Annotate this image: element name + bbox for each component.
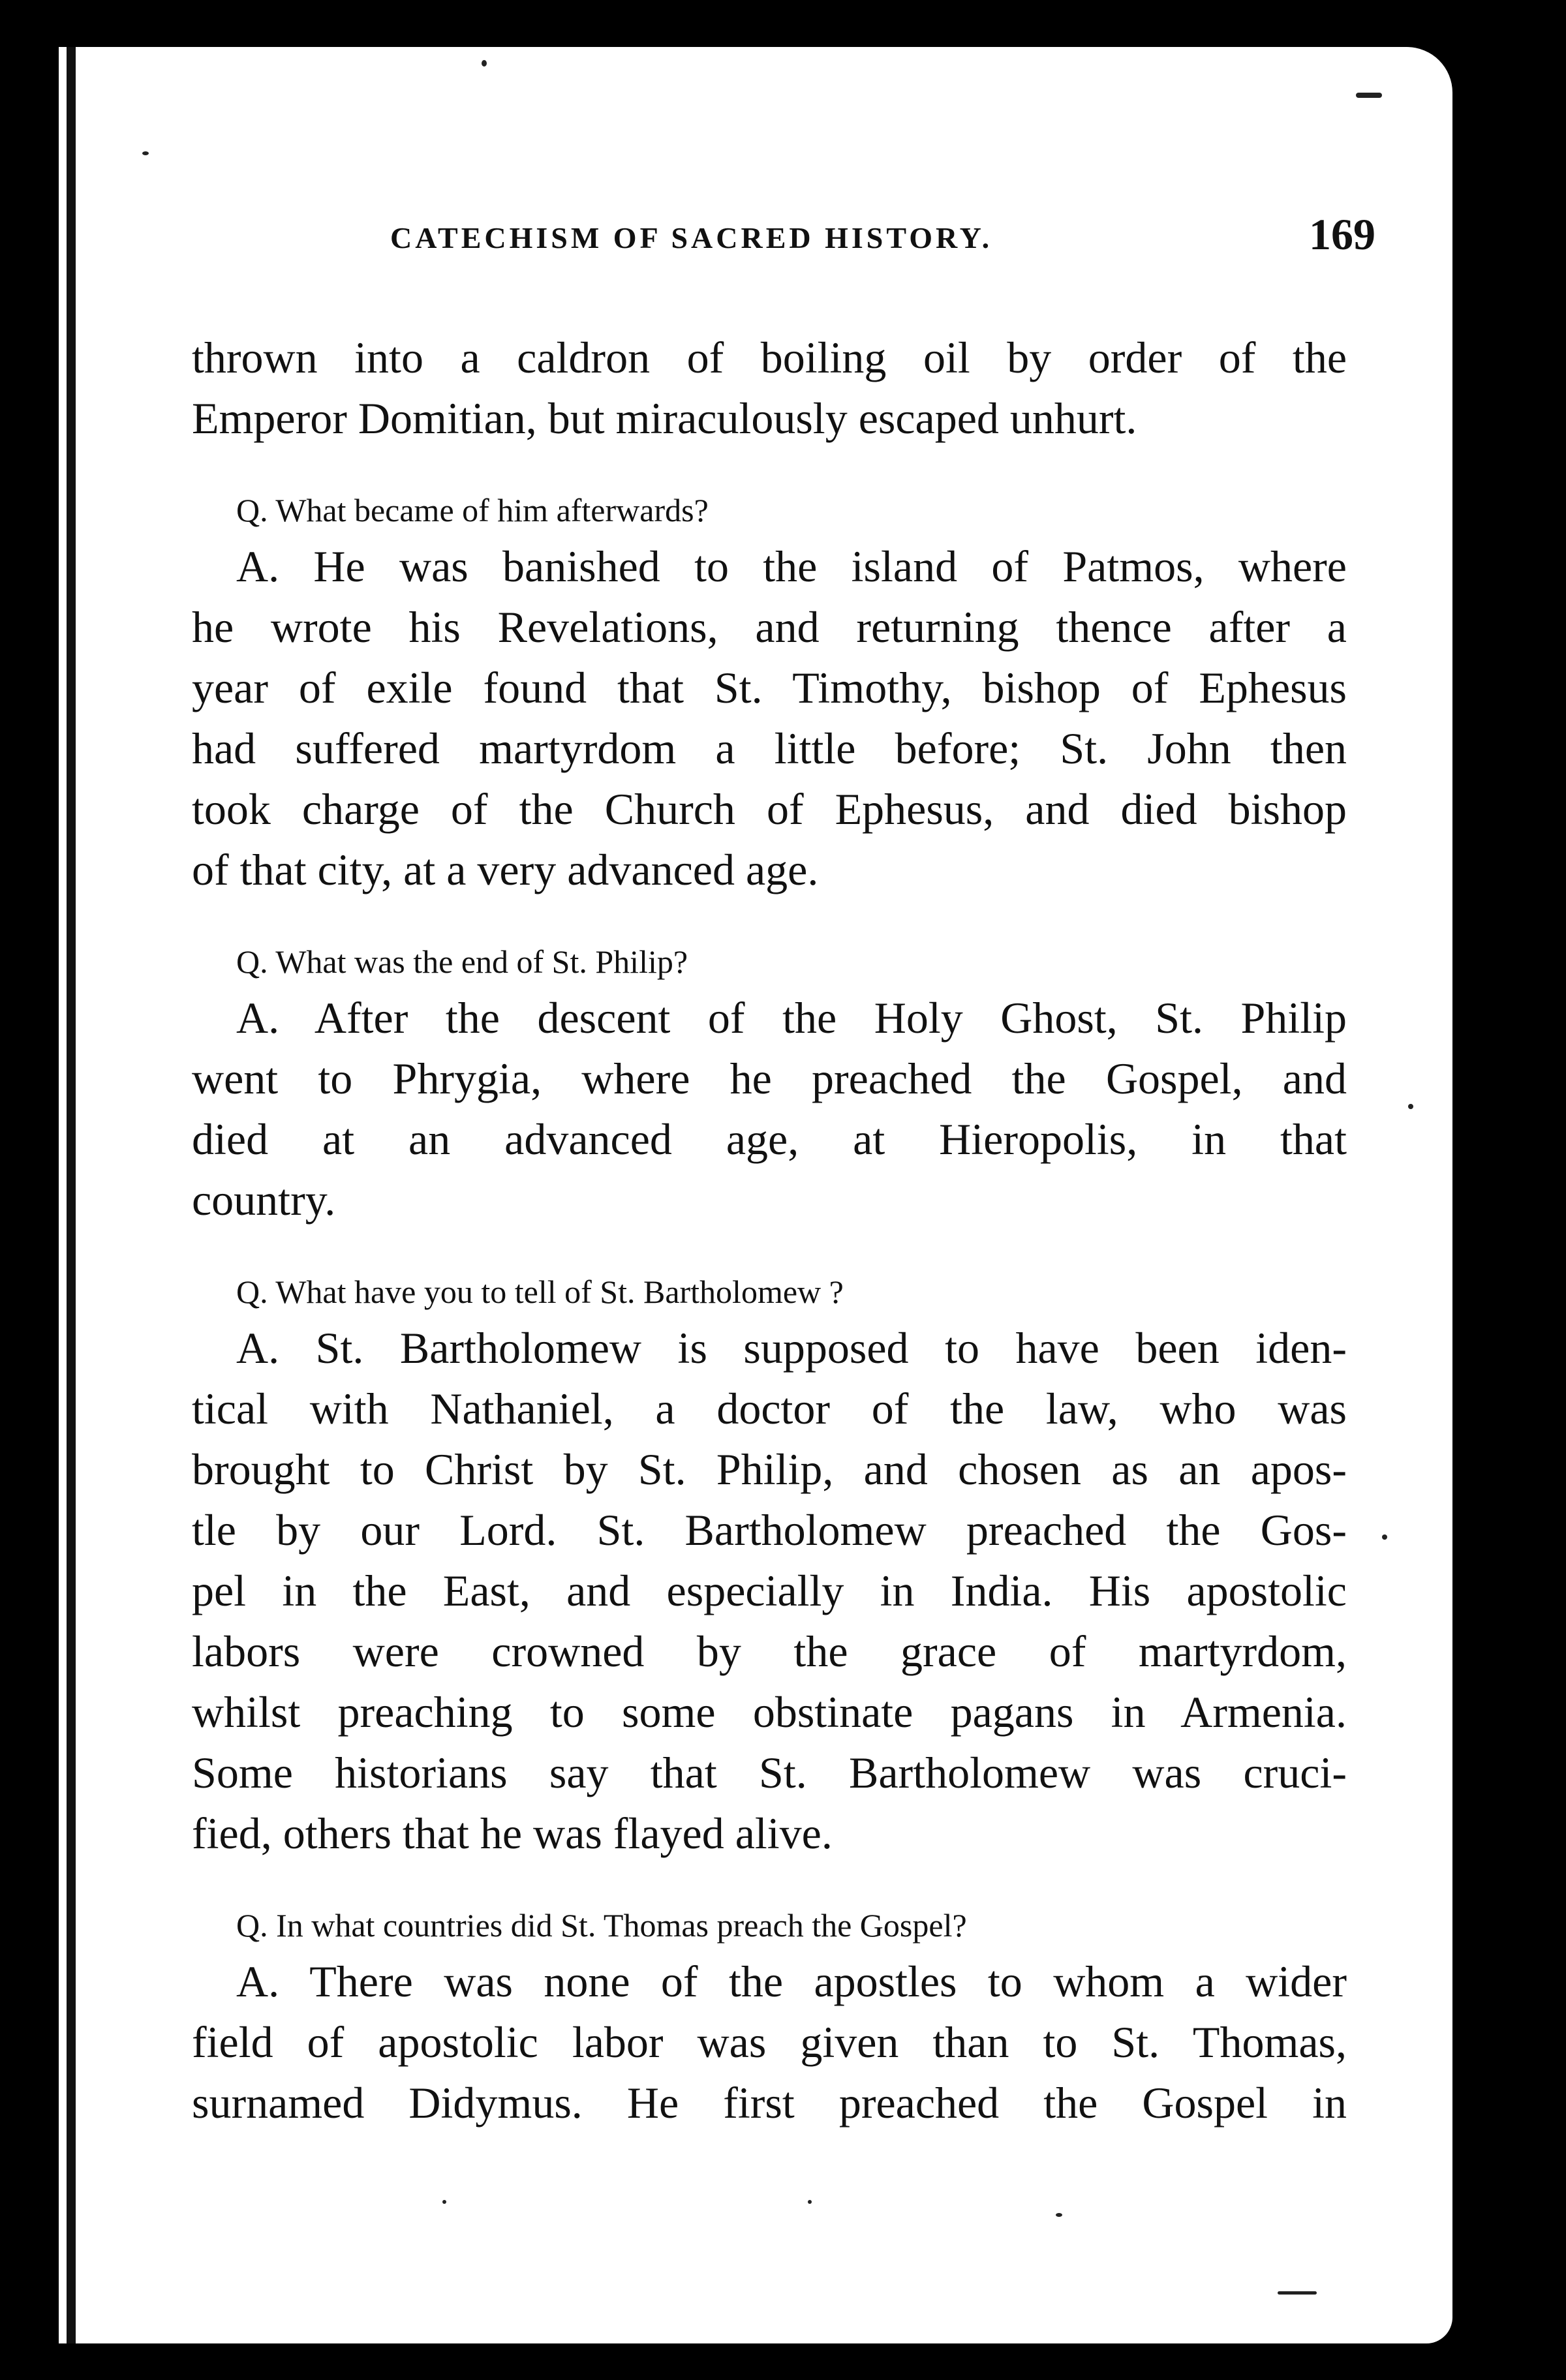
answer-line: died at an advanced age, at Hieropolis, in that	[192, 1114, 1347, 1164]
speck	[808, 2200, 812, 2204]
binding-gap	[59, 47, 67, 2343]
running-title: CATECHISM OF SACRED HISTORY.	[390, 221, 993, 254]
answer-line: year of exile found that St. Timothy, bishop of Ephesus	[192, 663, 1347, 712]
running-header	[390, 194, 1375, 273]
body-text	[192, 328, 1347, 2133]
answer-line: A. There was none of the apostles to whom a wider	[236, 1957, 1347, 2006]
page-number: 169	[1309, 209, 1375, 259]
answer-line: A. St. Bartholomew is supposed to have been iden-	[236, 1323, 1347, 1373]
answer-line: went to Phrygia, where he preached the Gospel, and	[192, 1054, 1347, 1103]
answer-line: surnamed Didymus. He first preached the Gospel in	[192, 2078, 1347, 2128]
answer-line: country.	[192, 1175, 336, 1225]
question: Q. In what countries did St. Thomas preach the Gospel?	[236, 1907, 967, 1944]
answer-line: pel in the East, and especially in India. His apostolic	[192, 1566, 1347, 1615]
answer-line: took charge of the Church of Ephesus, and died bishop	[192, 784, 1347, 834]
speck	[1056, 2213, 1062, 2217]
answer-line: had suffered martyrdom a little before; St. John then	[192, 724, 1347, 773]
speck	[1278, 2291, 1317, 2295]
answer-line: whilst preaching to some obstinate pagans in Armenia.	[192, 1687, 1347, 1737]
speck	[482, 60, 487, 67]
answer-line: tical with Nathaniel, a doctor of the law, who was	[192, 1384, 1347, 1433]
intro-paragraph	[192, 328, 1347, 449]
question: Q. What became of him afterwards?	[236, 492, 709, 528]
speck	[1356, 93, 1382, 98]
speck	[1382, 1534, 1387, 1540]
answer-line: brought to Christ by St. Philip, and chosen as an apos-	[192, 1444, 1347, 1494]
question: Q. What have you to tell of St. Bartholomew ?	[236, 1274, 844, 1310]
qa-block	[192, 1266, 1347, 1864]
text-line: Emperor Domitian, but miraculously escaped unhurt.	[192, 393, 1137, 443]
qa-block	[192, 1899, 1347, 2133]
binding-shadow	[38, 47, 59, 2343]
speck	[442, 2200, 446, 2204]
answer-line: he wrote his Revelations, and returning thence after a	[192, 602, 1347, 652]
qa-block	[192, 936, 1347, 1230]
question: Q. What was the end of St. Philip?	[236, 943, 688, 980]
answer-line: A. He was banished to the island of Patmos, where	[236, 542, 1347, 591]
binding-edge	[67, 47, 76, 2343]
answer-line: field of apostolic labor was given than to St. Thomas,	[192, 2017, 1347, 2067]
qa-block	[192, 484, 1347, 900]
speck	[1408, 1104, 1413, 1109]
answer-line: A. After the descent of the Holy Ghost, St. Philip	[236, 993, 1347, 1043]
answer-line: tle by our Lord. St. Bartholomew preached the Gos-	[192, 1505, 1347, 1555]
answer-line: of that city, at a very advanced age.	[192, 845, 819, 894]
speck	[142, 151, 149, 155]
text-line: thrown into a caldron of boiling oil by order of the	[192, 333, 1347, 382]
answer-line: fied, others that he was flayed alive.	[192, 1808, 833, 1858]
book-page	[38, 47, 1452, 2343]
answer-line: labors were crowned by the grace of martyrdom,	[192, 1626, 1347, 1676]
answer-line: Some historians say that St. Bartholomew was cruci-	[192, 1748, 1347, 1797]
